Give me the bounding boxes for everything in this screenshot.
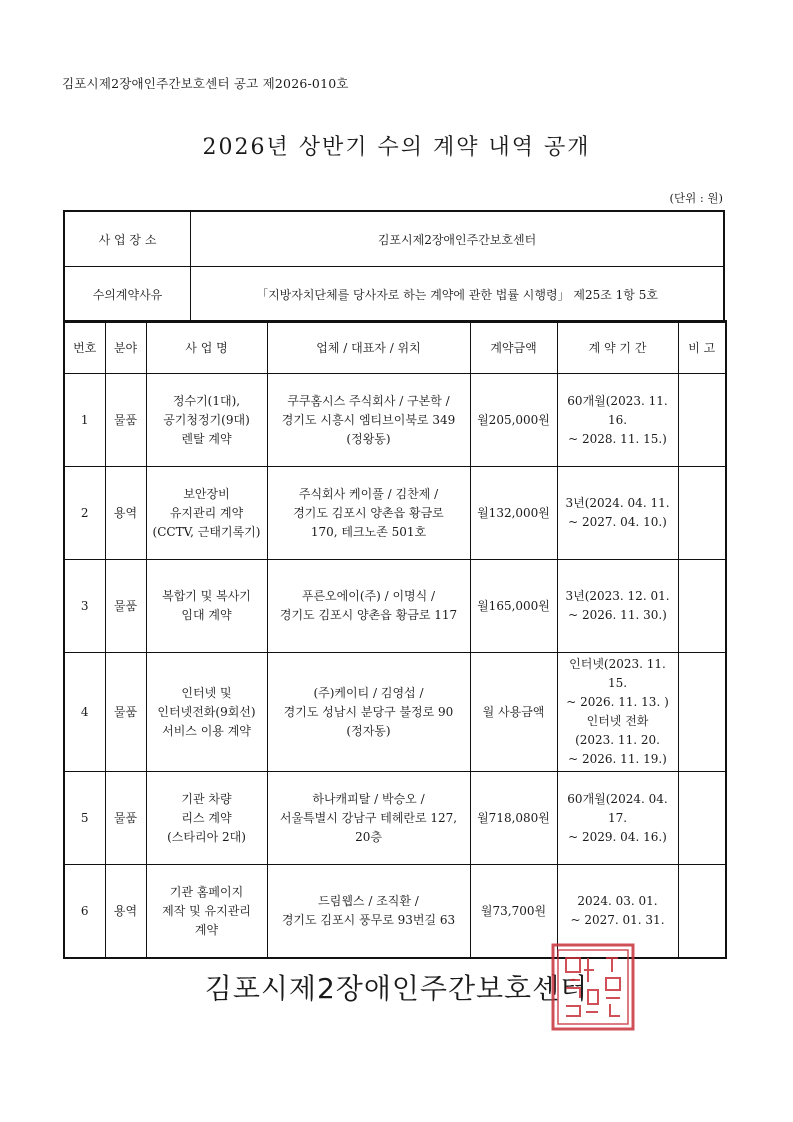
row-amount: 월73,700원 — [470, 865, 557, 959]
table-row — [64, 467, 726, 560]
row-project-name: 정수기(1대), 공기청정기(9대) 렌탈 계약 — [146, 374, 267, 467]
row-contractor: 하나캐피탈 / 박승오 / 서울특별시 강남구 테헤란로 127, 20층 — [267, 772, 470, 865]
header-field: 분야 — [105, 321, 146, 374]
row-number: 4 — [64, 653, 105, 772]
row-period: 3년(2023. 12. 01. ~ 2026. 11. 30.) — [557, 560, 678, 653]
site-label: 사 업 장 소 — [64, 211, 191, 267]
row-period: 3년(2024. 04. 11. ~ 2027. 04. 10.) — [557, 467, 678, 560]
row-field: 물품 — [105, 772, 146, 865]
table-row — [64, 772, 726, 865]
row-note — [678, 653, 726, 772]
row-number: 6 — [64, 865, 105, 959]
notice-number: 김포시제2장애인주간보호센터 공고 제2026-010호 — [62, 76, 349, 91]
row-contractor: (주)케이티 / 김영섭 / 경기도 성남시 분당구 불정로 90 (정자동) — [267, 653, 470, 772]
header-no: 번호 — [64, 321, 105, 374]
site-row — [64, 211, 724, 267]
info-table — [63, 210, 725, 323]
row-project-name: 인터넷 및 인터넷전화(9회선) 서비스 이용 계약 — [146, 653, 267, 772]
header-contractor: 업체 / 대표자 / 위치 — [267, 321, 470, 374]
site-value: 김포시제2장애인주간보호센터 — [191, 211, 725, 267]
row-note — [678, 374, 726, 467]
row-contractor: 쿠쿠홈시스 주식회사 / 구본학 / 경기도 시흥시 엠티브이북로 349 (정왕동) — [267, 374, 470, 467]
row-period: 60개월(2023. 11. 16. ~ 2028. 11. 15.) — [557, 374, 678, 467]
row-contractor: 드림웹스 / 조직환 / 경기도 김포시 풍무로 93번길 63 — [267, 865, 470, 959]
table-row — [64, 374, 726, 467]
row-note — [678, 467, 726, 560]
header-note: 비 고 — [678, 321, 726, 374]
row-note — [678, 865, 726, 959]
footer-org-name: 김포시제2장애인주간보호센터 — [204, 972, 589, 1005]
reason-row — [64, 267, 724, 323]
row-project-name: 기관 홈페이지 제작 및 유지관리 계약 — [146, 865, 267, 959]
contract-table — [63, 320, 727, 959]
row-period: 인터넷(2023. 11. 15. ~ 2026. 11. 13. ) 인터넷 전화 (2023. 11. 20. ~ 2026. 11. 19.) — [557, 653, 678, 772]
unit-label: (단위 : 원) — [669, 191, 723, 205]
table-header-row — [64, 321, 726, 374]
page-title: 2026년 상반기 수의 계약 내역 공개 — [202, 135, 591, 160]
row-field: 용역 — [105, 467, 146, 560]
row-field: 물품 — [105, 374, 146, 467]
row-amount: 월165,000원 — [470, 560, 557, 653]
row-number: 1 — [64, 374, 105, 467]
row-number: 3 — [64, 560, 105, 653]
row-period: 2024. 03. 01. ~ 2027. 01. 31. — [557, 865, 678, 959]
reason-label: 수의계약사유 — [64, 267, 191, 323]
table-row — [64, 560, 726, 653]
row-amount: 월132,000원 — [470, 467, 557, 560]
row-project-name: 보안장비 유지관리 계약 (CCTV, 근태기록기) — [146, 467, 267, 560]
header-name: 사 업 명 — [146, 321, 267, 374]
row-contractor: 푸른오에이(주) / 이명식 / 경기도 김포시 양촌읍 황금로 117 — [267, 560, 470, 653]
row-amount: 월205,000원 — [470, 374, 557, 467]
row-project-name: 복합기 및 복사기 임대 계약 — [146, 560, 267, 653]
official-seal — [550, 942, 636, 1032]
row-note — [678, 772, 726, 865]
header-period: 계 약 기 간 — [557, 321, 678, 374]
row-number: 5 — [64, 772, 105, 865]
row-amount: 월718,080원 — [470, 772, 557, 865]
reason-value: 「지방자치단체를 당사자로 하는 계약에 관한 법률 시행령」 제25조 1항 5호 — [191, 267, 725, 323]
row-field: 물품 — [105, 653, 146, 772]
row-field: 용역 — [105, 865, 146, 959]
row-period: 60개월(2024. 04. 17. ~ 2029. 04. 16.) — [557, 772, 678, 865]
row-project-name: 기관 차량 리스 계약 (스타리아 2대) — [146, 772, 267, 865]
row-amount: 월 사용금액 — [470, 653, 557, 772]
table-row — [64, 653, 726, 772]
row-contractor: 주식회사 케이풀 / 김찬제 / 경기도 김포시 양촌읍 황금로 170, 테크노존 501호 — [267, 467, 470, 560]
header-amount: 계약금액 — [470, 321, 557, 374]
row-field: 물품 — [105, 560, 146, 653]
row-number: 2 — [64, 467, 105, 560]
row-note — [678, 560, 726, 653]
